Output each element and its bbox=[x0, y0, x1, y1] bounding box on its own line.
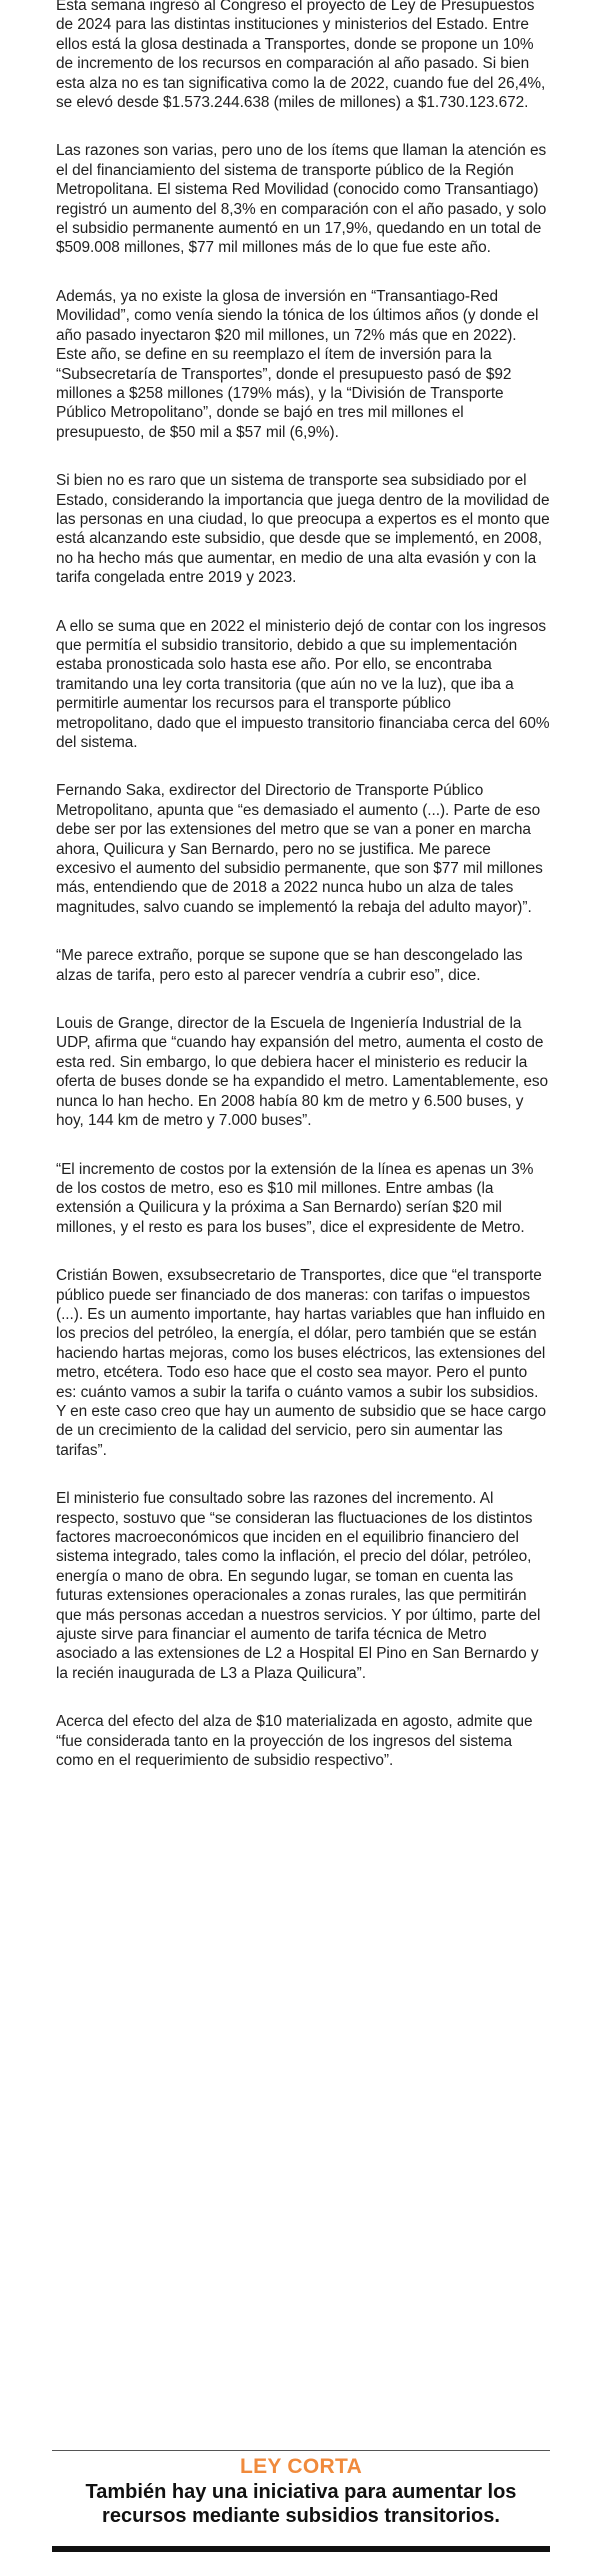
paragraph-5: A ello se suma que en 2022 el ministerio dejó de contar con los ingresos que permitía el subsidio transitorio, debido a que su implementación estaba pronosticada solo hasta ese año. Por ello, se encontraba tramitando una ley corta transitoria (que aún no ve la luz), que iba a permitirle aumentar los recursos para el transporte público metropolitano, dado que el impuesto transitorio financiaba cerca del 60% del sistema. bbox=[56, 617, 550, 751]
article-body bbox=[56, 0, 550, 1799]
box-kicker: LEY CORTA bbox=[239, 2455, 363, 2478]
paragraph-7: “Me parece extraño, porque se supone que se han descongelado las alzas de tarifa, pero esto al parecer vendría a cubrir eso”, dice. bbox=[56, 947, 523, 984]
paragraph-6: Fernando Saka, exdirector del Directorio de Transporte Público Metropolitano, apunta que “es demasiado el aumento (...). Parte de eso debe ser por las extensiones del metro que se van a poner en marcha ahora, Quilicura y San Bernardo, pero no se justifica. Me parece excesivo el aumento del subsidio permanente, que son $77 mil millones más, entendiendo que de 2018 a 2022 nunca hubo un alza de tales magnitudes, salvo cuando se implementó la rebaja del adulto mayor)”. bbox=[56, 782, 543, 916]
ley-corta-box bbox=[52, 2450, 550, 2528]
box-headline: También hay una iniciativa para aumentar los recursos mediante subsidios transitorios. bbox=[85, 2481, 517, 2527]
paragraph-10: Cristián Bowen, exsubsecretario de Transportes, dice que “el transporte público puede ser financiado de dos maneras: con tarifas o impuestos (...). Es un aumento importante, hay hartas variables que han influido en los precios del petróleo, la energía, el dólar, pero también que se están haciendo hartas mejoras, como los buses eléctricos, las extensiones del metro, etcétera. Todo eso hace que el costo sea mayor. Pero el punto es: cuánto vamos a subir la tarifa o cuánto vamos a subir los subsidios. Y en este caso creo que hay un aumento de subsidio que se hace cargo de un crecimiento de la calidad del servicio, pero sin aumentar las tarifas”. bbox=[56, 1267, 547, 1459]
box-bottom-divider bbox=[52, 2546, 550, 2552]
paragraph-9: “El incremento de costos por la extensión de la línea es apenas un 3% de los costos de metro, eso es $10 mil millones. Entre ambas (la extensión a Quilicura y la próxima a San Bernardo) serían $20 mil millones, y el resto es para los buses”, dice el expresidente de Metro. bbox=[56, 1160, 534, 1236]
paragraph-8: Louis de Grange, director de la Escuela de Ingeniería Industrial de la UDP, afirma que “cuando hay expansión del metro, aumenta el costo de esta red. Sin embargo, lo que debiera hacer el ministerio es reducir la oferta de buses donde se ha expandido el metro. Lamentablemente, eso nunca lo han hecho. En 2008 había 80 km de metro y 6.500 buses, y hoy, 144 km de metro y 7.000 buses”. bbox=[56, 1015, 549, 1130]
paragraph-3: Además, ya no existe la glosa de inversión en “Transantiago-Red Movilidad”, como venía siendo la tónica de los últimos años (y donde el año pasado inyectaron $20 mil millones, un 72% más que en 2022). Este año, se define en su reemplazo el ítem de inversión para la “Subsecretaría de Transportes”, donde el presupuesto pasó de $92 millones a $258 millones (179% más), y la “División de Transporte Público Metropolitano”, donde se bajó en tres mil millones el presupuesto, de $50 mil a $57 mil (6,9%). bbox=[56, 287, 539, 441]
paragraph-2: Las razones son varias, pero uno de los ítems que llaman la atención es el del financiamiento del sistema de transporte público de la Región Metropolitana. El sistema Red Movilidad (conocido como Transantiago) registró un aumento del 8,3% en comparación con el año pasado, y solo el subsidio permanente aumentó en un 17,9%, quedando en un total de $509.008 millones, $77 mil millones más de lo que fue este año. bbox=[56, 142, 547, 257]
paragraph-11: El ministerio fue consultado sobre las razones del incremento. Al respecto, sostuvo que “se consideran las fluctuaciones de los distintos factores macroeconómicos que inciden en el equilibrio financiero del sistema integrado, tales como la inflación, el precio del dólar, petróleo, energía o mano de obra. En segundo lugar, se toman en cuenta las futuras extensiones operacionales a zonas rurales, las que permitirán que más personas accedan a nuestros servicios. Y por último, parte del ajuste sirve para financiar el aumento de tarifa técnica de Metro asociado a las extensiones de L2 a Hospital El Pino en San Bernardo y la recién inaugurada de L3 a Plaza Quilicura”. bbox=[56, 1490, 541, 1682]
paragraph-1: Esta semana ingresó al Congreso el proyecto de Ley de Presupuestos de 2024 para las distintas instituciones y ministerios del Estado. Entre ellos está la glosa destinada a Transportes, donde se propone un 10% de incremento de los recursos en comparación al año pasado. Si bien esta alza no es tan significativa como la de 2022, cuando fue del 26,4%, se elevó desde $1.573.244.638 (miles de millones) a $1.730.123.672. bbox=[56, 0, 546, 112]
paragraph-12: Acerca del efecto del alza de $10 materializada en agosto, admite que “fue considerada tanto en la proyección de los ingresos del sistema como en el requerimiento de subsidio respectivo”. bbox=[56, 1713, 533, 1770]
paragraph-4: Si bien no es raro que un sistema de transporte sea subsidiado por el Estado, considerando la importancia que juega dentro de la movilidad de las personas en una ciudad, lo que preocupa a expertos es el monto que está alcanzando este subsidio, que desde que se implementó, en 2008, no ha hecho más que aumentar, en medio de una alta evasión y con la tarifa congelada entre 2019 y 2023. bbox=[56, 472, 550, 587]
